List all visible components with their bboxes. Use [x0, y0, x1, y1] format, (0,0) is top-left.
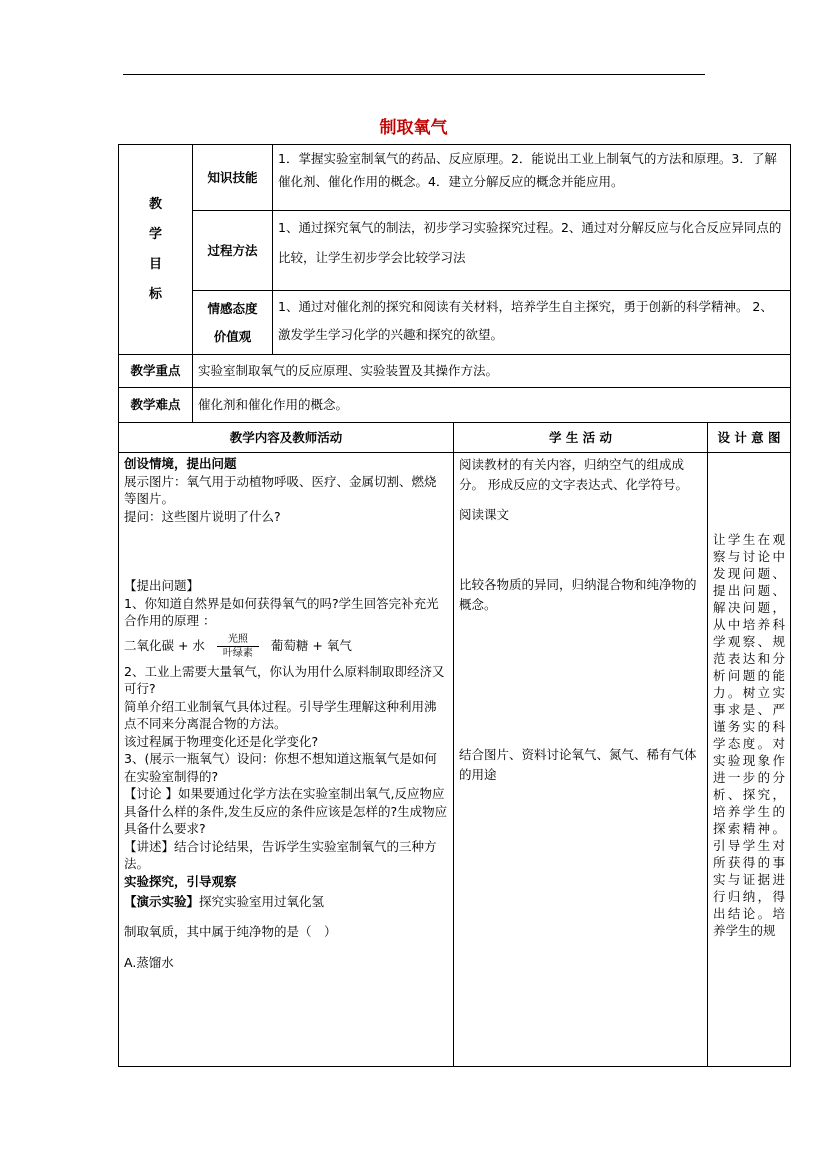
section-heading: 创设情境，提出问题 — [124, 456, 237, 471]
design-text: 让学生在观察与讨论中发现问题、提出问题、解决问题，从中培养科学观察、规范表达和分析问题的能力。树立实事求是、严谨务实的科学态度。对实验现象作进一步的分析、探究，培养学生的探索精神。引导学生对所获得的事实与证据进行归纳，得出结论。培养学生的规 — [713, 532, 785, 938]
header-rule — [123, 74, 705, 75]
paragraph: 2、工业上需要大量氧气，你认为用什么原料制取即经济又可行? — [124, 663, 445, 696]
paragraph: 阅读课文 — [459, 507, 510, 522]
reaction-arrow: 光照 叶绿素 — [217, 633, 259, 660]
paragraph: 该过程属于物理变化还是化学变化? — [124, 733, 319, 749]
goal-text-knowledge: 1．掌握实验室制氧气的药品、反应原理。2．能说出工业上制氧气的方法和原理。3．了解催化剂、催化作用的概念。4．建立分解反应的概念并能应用。 — [273, 145, 791, 211]
goal-label-knowledge: 知识技能 — [193, 145, 273, 211]
goal-text-process: 1、通过探究氧气的制法，初步学习实验探究过程。2、通过对分解反应与化合反应异同点的比较，让学生初步学会比较学习法 — [273, 211, 791, 291]
paragraph: 1、你知道自然界是如何获得氧气的吗?学生回答完补充光合作用的原理 ： — [124, 595, 439, 628]
paragraph: 提问：这些图片说明了什么? — [124, 508, 281, 524]
student-activity-cell — [454, 453, 708, 1067]
paragraph: 结合图片、资料讨论氧气、氮气、稀有气体的用途 — [459, 747, 697, 782]
page-title: 制取氧气 — [379, 118, 448, 138]
lesson-plan-table — [118, 144, 791, 1067]
key-point-text: 实验室制取氧气的反应原理、实验装置及其操作方法。 — [193, 355, 791, 388]
paragraph: 3、(展示一瓶氧气）设问：你想不想知道这瓶氧气是如何在实验室制得的? — [124, 751, 437, 784]
paragraph: 比较各物质的异同，归纳混合物和纯净物的概念。 — [459, 577, 697, 612]
paragraph: 简单介绍工业制氧气具体过程。引导学生理解这种利用沸点不同来分离混合物的方法。 — [124, 698, 437, 731]
paragraph: 【演示实验】探究实验室用过氧化氢 — [124, 894, 325, 909]
column-header-teacher: 教学内容及教师活动 — [119, 423, 454, 453]
paragraph: 【提出问题】 — [124, 578, 200, 593]
goal-label-attitude: 情感态度 价值观 — [193, 291, 273, 355]
goal-label-process: 过程方法 — [193, 211, 273, 291]
teacher-activity-cell — [119, 453, 454, 1067]
paragraph: 【讲述】结合讨论结果，告诉学生实验室制氧气的三种方法。 — [124, 838, 437, 871]
key-point-label: 教学重点 — [119, 355, 193, 388]
paragraph: 【讨论 】如果要通过化学方法在实验室制出氧气,反应物应具备什么样的条件,发生反应的条件应该是怎样的?生成物应具备什么要求? — [124, 786, 448, 836]
paragraph: 制取氧质，其中属于纯净物的是（ ） — [124, 923, 337, 939]
design-intent-cell — [708, 453, 791, 1067]
goals-header: 教 学 目 标 — [119, 145, 193, 355]
difficulty-label: 教学难点 — [119, 388, 193, 423]
column-header-design: 设 计 意 图 — [708, 423, 791, 453]
section-heading: 实验探究，引导观察 — [124, 873, 237, 889]
column-header-student: 学 生 活 动 — [454, 423, 708, 453]
paragraph: 阅读教材的有关内容，归纳空气的组成成分。 形成反应的文字表达式、化学符号。 — [459, 457, 688, 492]
goal-text-attitude: 1、通过对催化剂的探究和阅读有关材料，培养学生自主探究，勇于创新的科学精神。 2、激发学生学习化学的兴趣和探究的欲望。 — [273, 291, 791, 355]
photosynthesis-equation: 二氧化碳 + 水 光照 叶绿素 葡萄糖 + 氧气 — [124, 633, 352, 659]
paragraph: 展示图片：氧气用于动植物呼吸、医疗、金属切割、燃烧等图片。 — [124, 473, 437, 506]
paragraph: A.蒸馏水 — [124, 955, 174, 970]
difficulty-text: 催化剂和催化作用的概念。 — [193, 388, 791, 423]
